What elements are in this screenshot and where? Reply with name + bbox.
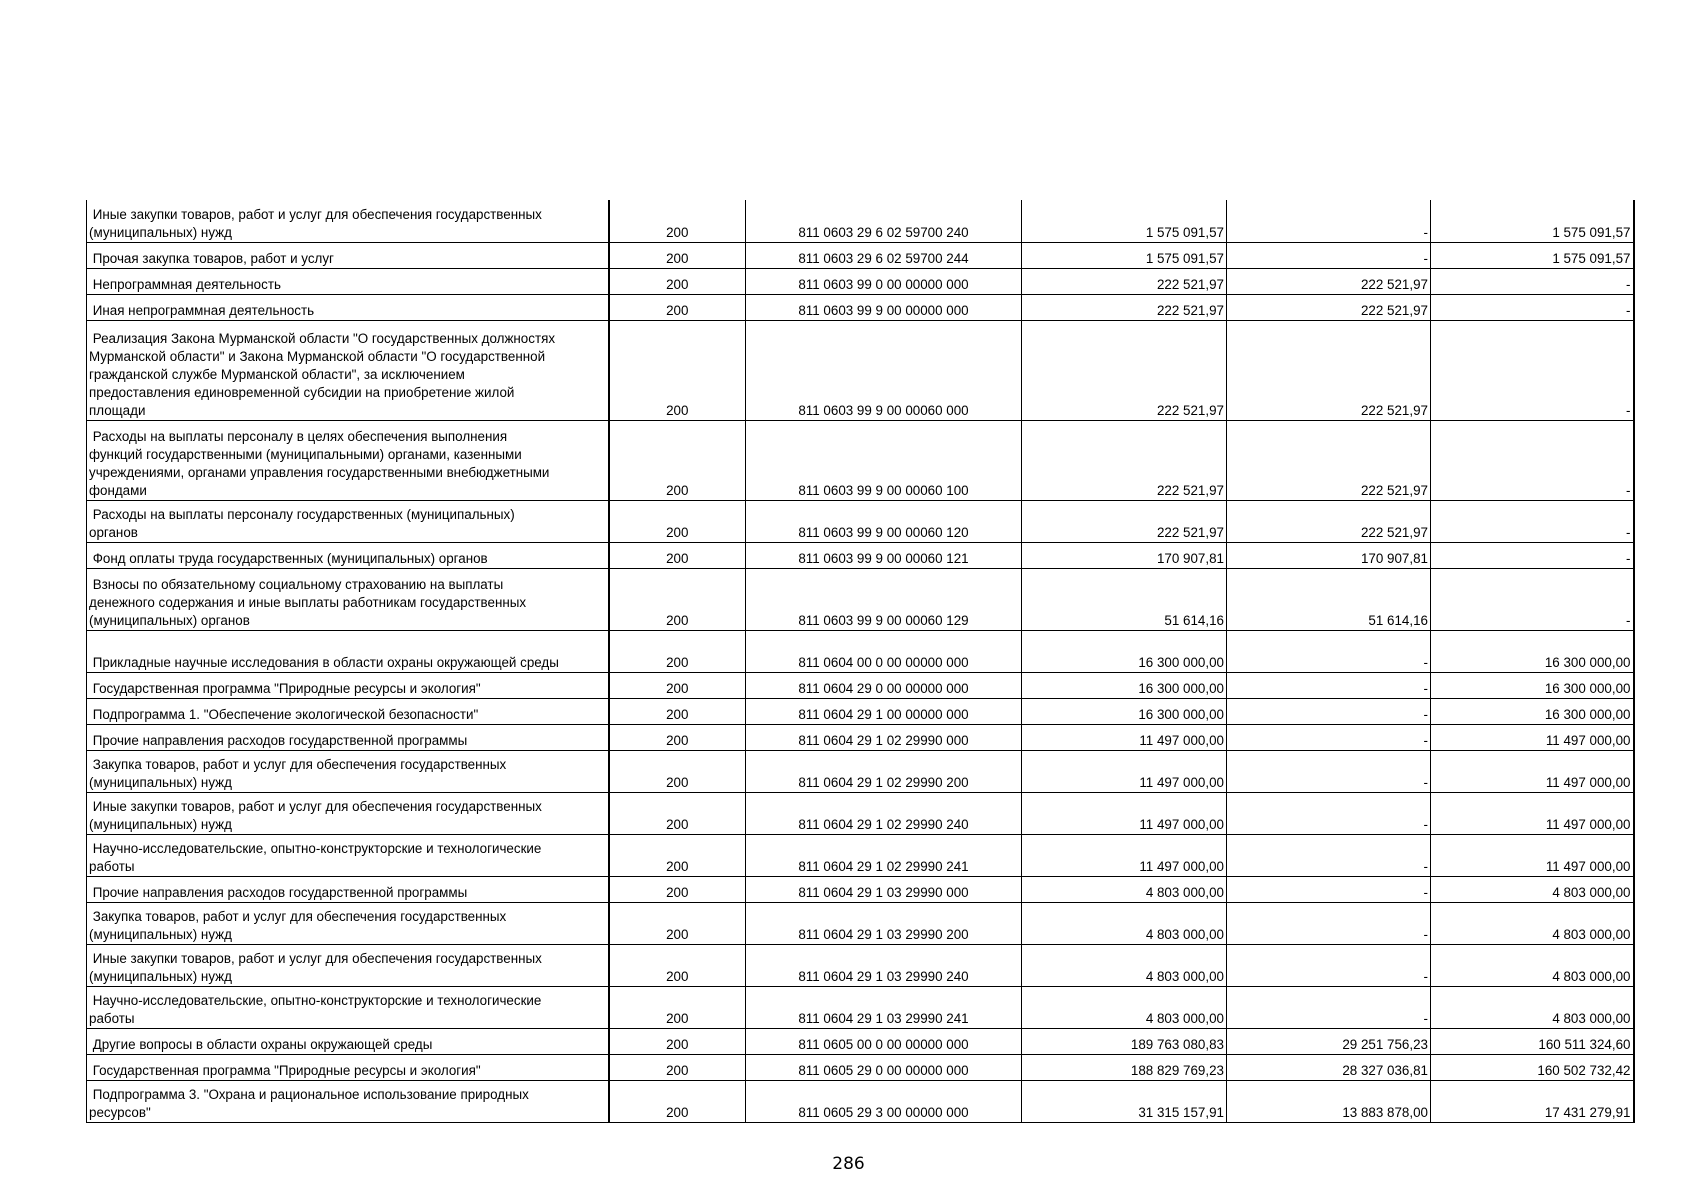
line-code-cell: 200 bbox=[609, 542, 746, 568]
approved-amount-cell: 188 829 769,23 bbox=[1022, 1054, 1227, 1080]
unexecuted-amount-cell: 4 803 000,00 bbox=[1431, 876, 1634, 902]
item-name-cell: Расходы на выплаты персоналу в целях обеспечения выполнения функций государственными (муниципальными) органами, казенными учреждениями, органами управления государственными внебюджетными фондами bbox=[87, 420, 609, 500]
budget-code-cell: 811 0605 00 0 00 00000 000 bbox=[746, 1028, 1022, 1054]
table-row bbox=[87, 1054, 1634, 1080]
item-name-cell: Фонд оплаты труда государственных (муниципальных) органов bbox=[87, 542, 609, 568]
unexecuted-amount-cell: 160 511 324,60 bbox=[1431, 1028, 1634, 1054]
budget-code-cell: 811 0604 29 1 02 29990 240 bbox=[746, 792, 1022, 834]
executed-amount-cell: 222 521,97 bbox=[1227, 268, 1431, 294]
budget-code-cell: 811 0605 29 0 00 00000 000 bbox=[746, 1054, 1022, 1080]
table-row bbox=[87, 902, 1634, 944]
approved-amount-cell: 222 521,97 bbox=[1022, 500, 1227, 542]
line-code-cell: 200 bbox=[609, 1054, 746, 1080]
table-row bbox=[87, 320, 1634, 420]
table-row bbox=[87, 698, 1634, 724]
budget-code-cell: 811 0603 99 9 00 00060 000 bbox=[746, 320, 1022, 420]
approved-amount-cell: 4 803 000,00 bbox=[1022, 944, 1227, 986]
line-code-cell: 200 bbox=[609, 500, 746, 542]
item-name-cell: Взносы по обязательному социальному страхованию на выплаты денежного содержания и иные выплаты работникам государственных (муниципальных) органов bbox=[87, 568, 609, 630]
executed-amount-cell: 170 907,81 bbox=[1227, 542, 1431, 568]
table-row bbox=[87, 834, 1634, 876]
unexecuted-amount-cell: 160 502 732,42 bbox=[1431, 1054, 1634, 1080]
approved-amount-cell: 1 575 091,57 bbox=[1022, 242, 1227, 268]
executed-amount-cell: - bbox=[1227, 986, 1431, 1028]
approved-amount-cell: 222 521,97 bbox=[1022, 420, 1227, 500]
table-row bbox=[87, 294, 1634, 320]
executed-amount-cell: 222 521,97 bbox=[1227, 500, 1431, 542]
table-row bbox=[87, 724, 1634, 750]
item-name-cell: Подпрограмма 3. "Охрана и рациональное использование природных ресурсов" bbox=[87, 1080, 609, 1122]
table-row bbox=[87, 242, 1634, 268]
unexecuted-amount-cell: - bbox=[1431, 568, 1634, 630]
unexecuted-amount-cell: 16 300 000,00 bbox=[1431, 698, 1634, 724]
unexecuted-amount-cell: 16 300 000,00 bbox=[1431, 630, 1634, 672]
unexecuted-amount-cell: 11 497 000,00 bbox=[1431, 750, 1634, 792]
line-code-cell: 200 bbox=[609, 1028, 746, 1054]
line-code-cell: 200 bbox=[609, 876, 746, 902]
table-row bbox=[87, 1080, 1634, 1122]
executed-amount-cell: 222 521,97 bbox=[1227, 420, 1431, 500]
line-code-cell: 200 bbox=[609, 750, 746, 792]
approved-amount-cell: 222 521,97 bbox=[1022, 268, 1227, 294]
item-name-cell: Иная непрограммная деятельность bbox=[87, 294, 609, 320]
approved-amount-cell: 1 575 091,57 bbox=[1022, 200, 1227, 242]
approved-amount-cell: 4 803 000,00 bbox=[1022, 986, 1227, 1028]
line-code-cell: 200 bbox=[609, 1080, 746, 1122]
budget-code-cell: 811 0604 29 1 03 29990 240 bbox=[746, 944, 1022, 986]
approved-amount-cell: 189 763 080,83 bbox=[1022, 1028, 1227, 1054]
line-code-cell: 200 bbox=[609, 268, 746, 294]
page-number: 286 bbox=[832, 1154, 865, 1174]
unexecuted-amount-cell: - bbox=[1431, 420, 1634, 500]
budget-code-cell: 811 0605 29 3 00 00000 000 bbox=[746, 1080, 1022, 1122]
approved-amount-cell: 16 300 000,00 bbox=[1022, 672, 1227, 698]
item-name-cell: Иные закупки товаров, работ и услуг для обеспечения государственных (муниципальных) нужд bbox=[87, 944, 609, 986]
executed-amount-cell: 28 327 036,81 bbox=[1227, 1054, 1431, 1080]
table-row bbox=[87, 672, 1634, 698]
line-code-cell: 200 bbox=[609, 724, 746, 750]
budget-code-cell: 811 0604 29 1 00 00000 000 bbox=[746, 698, 1022, 724]
approved-amount-cell: 16 300 000,00 bbox=[1022, 630, 1227, 672]
line-code-cell: 200 bbox=[609, 294, 746, 320]
item-name-cell: Прикладные научные исследования в области охраны окружающей среды bbox=[87, 630, 609, 672]
unexecuted-amount-cell: 11 497 000,00 bbox=[1431, 834, 1634, 876]
table-row bbox=[87, 630, 1634, 672]
item-name-cell: Прочие направления расходов государственной программы bbox=[87, 876, 609, 902]
line-code-cell: 200 bbox=[609, 792, 746, 834]
item-name-cell: Закупка товаров, работ и услуг для обеспечения государственных (муниципальных) нужд bbox=[87, 902, 609, 944]
approved-amount-cell: 31 315 157,91 bbox=[1022, 1080, 1227, 1122]
table-row bbox=[87, 1028, 1634, 1054]
unexecuted-amount-cell: - bbox=[1431, 294, 1634, 320]
budget-code-cell: 811 0603 29 6 02 59700 240 bbox=[746, 200, 1022, 242]
item-name-cell: Научно-исследовательские, опытно-конструкторские и технологические работы bbox=[87, 834, 609, 876]
line-code-cell: 200 bbox=[609, 986, 746, 1028]
table-row bbox=[87, 200, 1634, 242]
item-name-cell: Иные закупки товаров, работ и услуг для обеспечения государственных (муниципальных) нужд bbox=[87, 792, 609, 834]
item-name-cell: Расходы на выплаты персоналу государственных (муниципальных) органов bbox=[87, 500, 609, 542]
table-row bbox=[87, 420, 1634, 500]
line-code-cell: 200 bbox=[609, 420, 746, 500]
budget-table-body bbox=[87, 200, 1634, 1122]
item-name-cell: Другие вопросы в области охраны окружающей среды bbox=[87, 1028, 609, 1054]
item-name-cell: Закупка товаров, работ и услуг для обеспечения государственных (муниципальных) нужд bbox=[87, 750, 609, 792]
approved-amount-cell: 4 803 000,00 bbox=[1022, 902, 1227, 944]
unexecuted-amount-cell: - bbox=[1431, 320, 1634, 420]
approved-amount-cell: 11 497 000,00 bbox=[1022, 834, 1227, 876]
approved-amount-cell: 222 521,97 bbox=[1022, 294, 1227, 320]
executed-amount-cell: - bbox=[1227, 834, 1431, 876]
executed-amount-cell: - bbox=[1227, 792, 1431, 834]
line-code-cell: 200 bbox=[609, 902, 746, 944]
item-name-cell: Подпрограмма 1. "Обеспечение экологической безопасности" bbox=[87, 698, 609, 724]
approved-amount-cell: 11 497 000,00 bbox=[1022, 792, 1227, 834]
budget-code-cell: 811 0604 29 1 02 29990 200 bbox=[746, 750, 1022, 792]
table-row bbox=[87, 876, 1634, 902]
table-row bbox=[87, 500, 1634, 542]
budget-code-cell: 811 0604 29 1 02 29990 241 bbox=[746, 834, 1022, 876]
approved-amount-cell: 170 907,81 bbox=[1022, 542, 1227, 568]
unexecuted-amount-cell: - bbox=[1431, 542, 1634, 568]
executed-amount-cell: - bbox=[1227, 672, 1431, 698]
budget-code-cell: 811 0603 99 9 00 00060 120 bbox=[746, 500, 1022, 542]
line-code-cell: 200 bbox=[609, 320, 746, 420]
approved-amount-cell: 4 803 000,00 bbox=[1022, 876, 1227, 902]
budget-table bbox=[86, 200, 1635, 1123]
table-row bbox=[87, 268, 1634, 294]
table-row bbox=[87, 750, 1634, 792]
executed-amount-cell: - bbox=[1227, 630, 1431, 672]
item-name-cell: Прочая закупка товаров, работ и услуг bbox=[87, 242, 609, 268]
budget-code-cell: 811 0603 99 0 00 00000 000 bbox=[746, 268, 1022, 294]
item-name-cell: Прочие направления расходов государственной программы bbox=[87, 724, 609, 750]
budget-code-cell: 811 0603 99 9 00 00060 100 bbox=[746, 420, 1022, 500]
table-row bbox=[87, 792, 1634, 834]
unexecuted-amount-cell: - bbox=[1431, 268, 1634, 294]
executed-amount-cell: - bbox=[1227, 750, 1431, 792]
budget-code-cell: 811 0604 29 1 03 29990 241 bbox=[746, 986, 1022, 1028]
budget-code-cell: 811 0604 29 0 00 00000 000 bbox=[746, 672, 1022, 698]
approved-amount-cell: 222 521,97 bbox=[1022, 320, 1227, 420]
approved-amount-cell: 16 300 000,00 bbox=[1022, 698, 1227, 724]
line-code-cell: 200 bbox=[609, 834, 746, 876]
item-name-cell: Государственная программа "Природные ресурсы и экология" bbox=[87, 672, 609, 698]
item-name-cell: Иные закупки товаров, работ и услуг для обеспечения государственных (муниципальных) нужд bbox=[87, 200, 609, 242]
budget-code-cell: 811 0603 29 6 02 59700 244 bbox=[746, 242, 1022, 268]
budget-code-cell: 811 0603 99 9 00 00000 000 bbox=[746, 294, 1022, 320]
budget-code-cell: 811 0604 29 1 03 29990 000 bbox=[746, 876, 1022, 902]
executed-amount-cell: 29 251 756,23 bbox=[1227, 1028, 1431, 1054]
executed-amount-cell: - bbox=[1227, 944, 1431, 986]
executed-amount-cell: - bbox=[1227, 698, 1431, 724]
line-code-cell: 200 bbox=[609, 672, 746, 698]
unexecuted-amount-cell: 4 803 000,00 bbox=[1431, 944, 1634, 986]
executed-amount-cell: 13 883 878,00 bbox=[1227, 1080, 1431, 1122]
executed-amount-cell: - bbox=[1227, 724, 1431, 750]
unexecuted-amount-cell: 1 575 091,57 bbox=[1431, 242, 1634, 268]
unexecuted-amount-cell: 11 497 000,00 bbox=[1431, 792, 1634, 834]
executed-amount-cell: - bbox=[1227, 200, 1431, 242]
unexecuted-amount-cell: 1 575 091,57 bbox=[1431, 200, 1634, 242]
budget-code-cell: 811 0604 00 0 00 00000 000 bbox=[746, 630, 1022, 672]
item-name-cell: Государственная программа "Природные ресурсы и экология" bbox=[87, 1054, 609, 1080]
budget-code-cell: 811 0604 29 1 03 29990 200 bbox=[746, 902, 1022, 944]
table-row bbox=[87, 944, 1634, 986]
executed-amount-cell: - bbox=[1227, 242, 1431, 268]
item-name-cell: Научно-исследовательские, опытно-конструкторские и технологические работы bbox=[87, 986, 609, 1028]
line-code-cell: 200 bbox=[609, 698, 746, 724]
unexecuted-amount-cell: - bbox=[1431, 500, 1634, 542]
item-name-cell: Реализация Закона Мурманской области "О государственных должностях Мурманской области" и Закона Мурманской области "О государственной гражданской службе Мурманской области", за исключением предоставления единовременной субсидии на приобретение жилой площади bbox=[87, 320, 609, 420]
approved-amount-cell: 11 497 000,00 bbox=[1022, 750, 1227, 792]
executed-amount-cell: 51 614,16 bbox=[1227, 568, 1431, 630]
line-code-cell: 200 bbox=[609, 944, 746, 986]
line-code-cell: 200 bbox=[609, 242, 746, 268]
executed-amount-cell: - bbox=[1227, 902, 1431, 944]
approved-amount-cell: 51 614,16 bbox=[1022, 568, 1227, 630]
budget-code-cell: 811 0603 99 9 00 00060 121 bbox=[746, 542, 1022, 568]
line-code-cell: 200 bbox=[609, 630, 746, 672]
table-row bbox=[87, 568, 1634, 630]
unexecuted-amount-cell: 16 300 000,00 bbox=[1431, 672, 1634, 698]
executed-amount-cell: 222 521,97 bbox=[1227, 294, 1431, 320]
executed-amount-cell: 222 521,97 bbox=[1227, 320, 1431, 420]
unexecuted-amount-cell: 4 803 000,00 bbox=[1431, 902, 1634, 944]
line-code-cell: 200 bbox=[609, 568, 746, 630]
table-row bbox=[87, 986, 1634, 1028]
approved-amount-cell: 11 497 000,00 bbox=[1022, 724, 1227, 750]
unexecuted-amount-cell: 17 431 279,91 bbox=[1431, 1080, 1634, 1122]
line-code-cell: 200 bbox=[609, 200, 746, 242]
unexecuted-amount-cell: 11 497 000,00 bbox=[1431, 724, 1634, 750]
table-row bbox=[87, 542, 1634, 568]
budget-code-cell: 811 0604 29 1 02 29990 000 bbox=[746, 724, 1022, 750]
item-name-cell: Непрограммная деятельность bbox=[87, 268, 609, 294]
budget-code-cell: 811 0603 99 9 00 00060 129 bbox=[746, 568, 1022, 630]
unexecuted-amount-cell: 4 803 000,00 bbox=[1431, 986, 1634, 1028]
executed-amount-cell: - bbox=[1227, 876, 1431, 902]
